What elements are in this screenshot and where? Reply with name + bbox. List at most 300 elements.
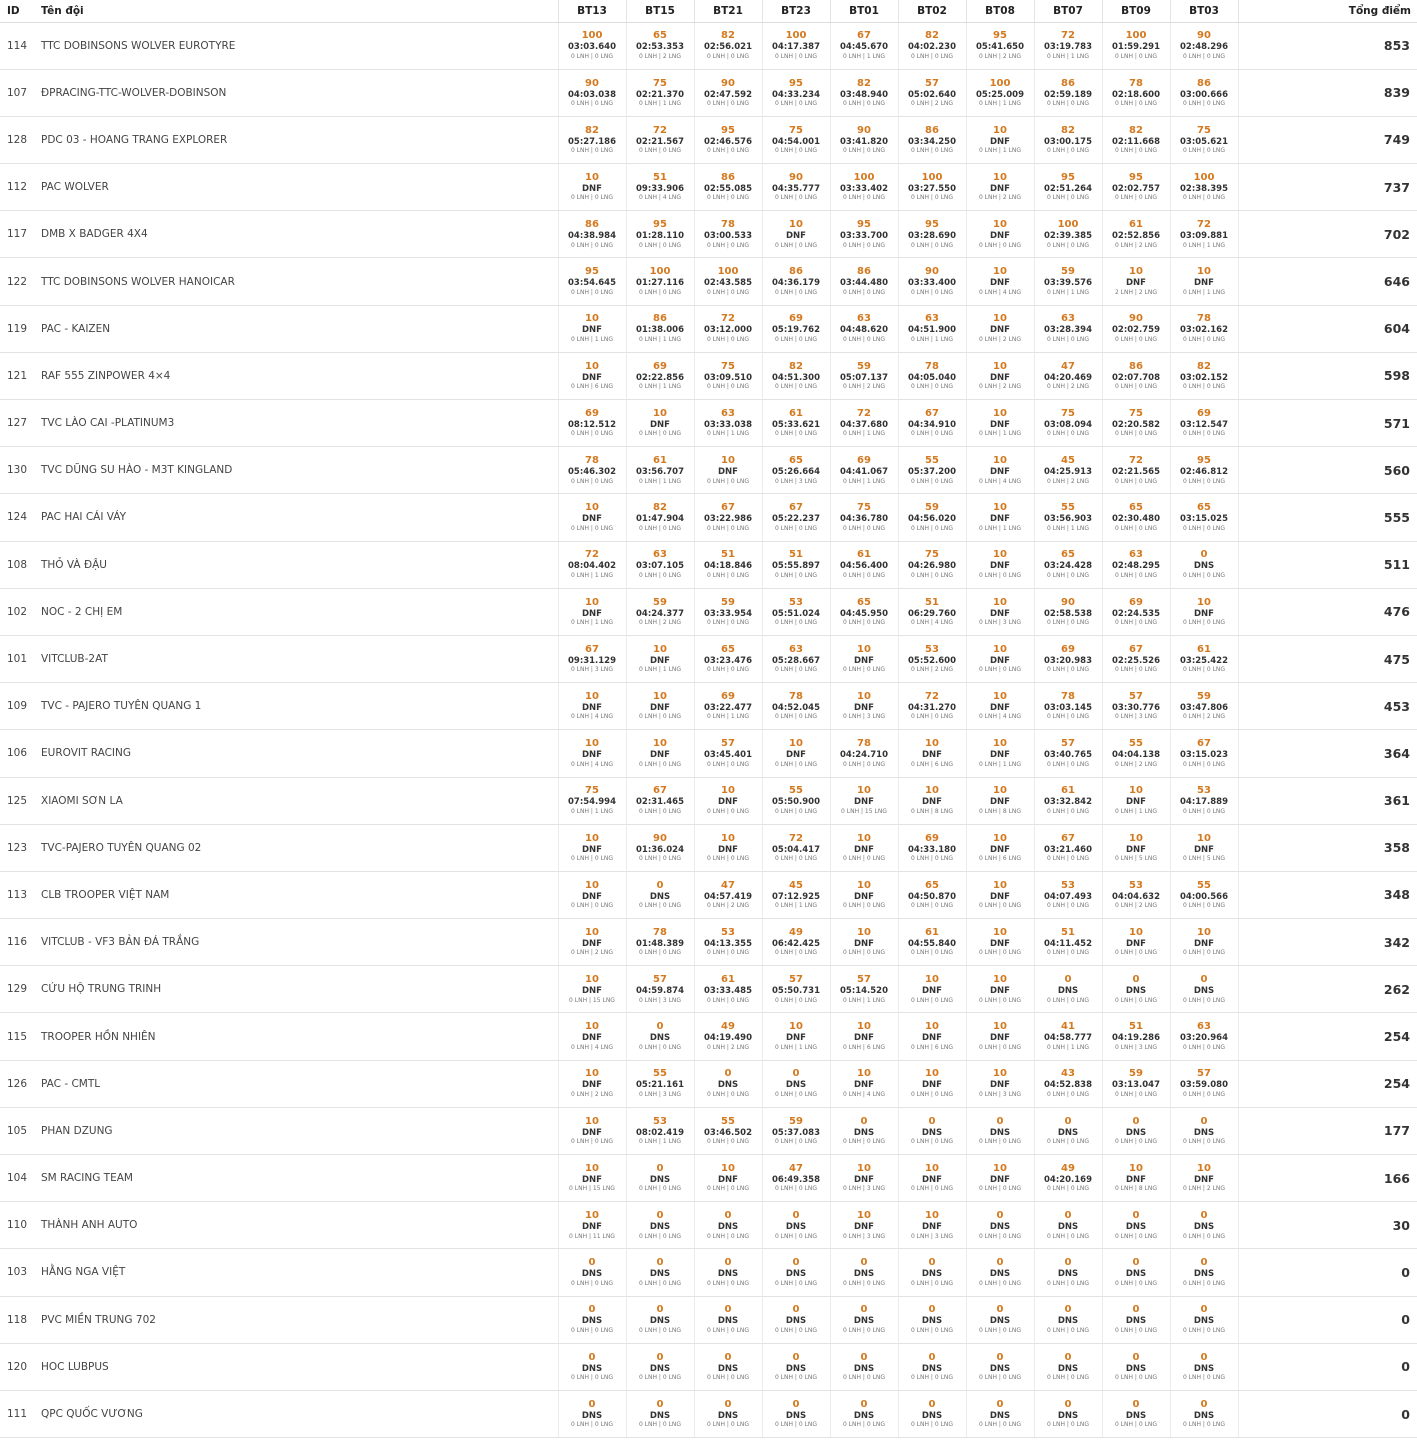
stage-time: DNF bbox=[1194, 1174, 1214, 1185]
stage-time: 03:02.152 bbox=[1179, 372, 1229, 383]
header-stage[interactable]: BT02 bbox=[898, 0, 966, 22]
team-name: PAC WOLVER bbox=[33, 164, 558, 211]
stage-result-cell bbox=[558, 730, 626, 777]
team-name: PHAN DZUNG bbox=[33, 1107, 558, 1154]
stage-time: 03:00.175 bbox=[1043, 136, 1093, 147]
stage-time: DNS bbox=[989, 1127, 1011, 1138]
stage-result-cell bbox=[1034, 69, 1102, 116]
stage-result-cell bbox=[1170, 919, 1238, 966]
header-stage[interactable]: BT09 bbox=[1102, 0, 1170, 22]
stage-penalties: 0 LNH | 0 LNG bbox=[1182, 477, 1226, 485]
stage-time: DNF bbox=[990, 702, 1010, 713]
stage-result-cell bbox=[558, 1013, 626, 1060]
table-row[interactable] bbox=[0, 69, 1417, 116]
table-row[interactable] bbox=[0, 1060, 1417, 1107]
table-row[interactable] bbox=[0, 683, 1417, 730]
table-row[interactable] bbox=[0, 871, 1417, 918]
stage-points: 86 bbox=[1197, 77, 1211, 89]
table-row[interactable] bbox=[0, 211, 1417, 258]
stage-result-cell bbox=[1034, 1390, 1102, 1437]
stage-penalties: 0 LNH | 0 LNG bbox=[1114, 619, 1158, 627]
stage-time: 01:48.389 bbox=[635, 938, 685, 949]
header-team-name[interactable]: Tên đội bbox=[33, 0, 558, 22]
stage-result-cell bbox=[558, 1202, 626, 1249]
stage-time: 04:13.355 bbox=[703, 938, 753, 949]
stage-result-cell bbox=[1102, 777, 1170, 824]
stage-penalties: 0 LNH | 4 LNG bbox=[570, 1043, 614, 1051]
stage-penalties: 0 LNH | 0 LNG bbox=[774, 1326, 818, 1334]
stage-result-cell bbox=[558, 494, 626, 541]
stage-points: 10 bbox=[925, 1021, 939, 1033]
stage-penalties: 0 LNH | 0 LNG bbox=[910, 996, 954, 1004]
stage-penalties: 0 LNH | 0 LNG bbox=[706, 100, 750, 108]
stage-penalties: 0 LNH | 1 LNG bbox=[638, 666, 682, 674]
header-id[interactable]: ID bbox=[0, 0, 33, 22]
stage-penalties: 0 LNH | 0 LNG bbox=[774, 335, 818, 343]
stage-result-cell bbox=[762, 919, 830, 966]
stage-penalties: 0 LNH | 0 LNG bbox=[910, 524, 954, 532]
stage-points: 0 bbox=[1132, 1210, 1140, 1222]
stage-time: DNS bbox=[1125, 1316, 1147, 1327]
table-row[interactable] bbox=[0, 352, 1417, 399]
stage-time: 03:07.105 bbox=[635, 561, 685, 572]
stage-result-cell bbox=[1170, 447, 1238, 494]
stage-result-cell bbox=[694, 1013, 762, 1060]
stage-time: 03:27.550 bbox=[907, 183, 957, 194]
stage-points: 95 bbox=[585, 266, 599, 278]
stage-points: 10 bbox=[993, 1162, 1007, 1174]
stage-penalties: 0 LNH | 1 LNG bbox=[1182, 288, 1226, 296]
header-total-points[interactable]: Tổng điểm bbox=[1238, 0, 1417, 22]
stage-time: 03:41.820 bbox=[839, 136, 889, 147]
stage-points: 0 bbox=[1200, 1257, 1208, 1269]
stage-result-cell bbox=[1034, 352, 1102, 399]
stage-result-cell bbox=[694, 824, 762, 871]
stage-result-cell bbox=[1170, 22, 1238, 69]
table-row[interactable] bbox=[0, 1390, 1417, 1437]
stage-result-cell bbox=[626, 352, 694, 399]
stage-penalties: 0 LNH | 0 LNG bbox=[706, 1421, 750, 1429]
stage-time: 03:34.250 bbox=[907, 136, 957, 147]
team-name: PAC - CMTL bbox=[33, 1060, 558, 1107]
total-points: 604 bbox=[1238, 305, 1417, 352]
stage-penalties: 0 LNH | 0 LNG bbox=[570, 1279, 614, 1287]
stage-time: 02:56.021 bbox=[703, 42, 753, 53]
table-row[interactable] bbox=[0, 1107, 1417, 1154]
stage-points: 59 bbox=[789, 1115, 803, 1127]
stage-points: 78 bbox=[857, 738, 871, 750]
stage-result-cell bbox=[558, 1296, 626, 1343]
stage-time: DNF bbox=[990, 986, 1010, 997]
stage-points: 0 bbox=[656, 879, 664, 891]
stage-time: DNF bbox=[582, 1033, 602, 1044]
table-row[interactable] bbox=[0, 1343, 1417, 1390]
team-id: 107 bbox=[0, 69, 33, 116]
table-row[interactable] bbox=[0, 305, 1417, 352]
stage-result-cell bbox=[966, 494, 1034, 541]
stage-result-cell bbox=[1170, 1296, 1238, 1343]
header-stage[interactable]: BT15 bbox=[626, 0, 694, 22]
stage-time: 04:56.020 bbox=[907, 514, 957, 525]
stage-result-cell bbox=[1034, 1155, 1102, 1202]
stage-result-cell bbox=[1170, 352, 1238, 399]
stage-points: 65 bbox=[1061, 549, 1075, 561]
stage-time: 03:21.460 bbox=[1043, 844, 1093, 855]
stage-result-cell bbox=[762, 683, 830, 730]
stage-penalties: 0 LNH | 0 LNG bbox=[910, 1326, 954, 1334]
stage-result-cell bbox=[626, 494, 694, 541]
stage-result-cell bbox=[626, 541, 694, 588]
stage-result-cell bbox=[898, 588, 966, 635]
stage-points: 69 bbox=[1129, 596, 1143, 608]
stage-result-cell bbox=[626, 1343, 694, 1390]
total-points: 737 bbox=[1238, 164, 1417, 211]
stage-penalties: 0 LNH | 0 LNG bbox=[1114, 666, 1158, 674]
stage-points: 10 bbox=[653, 643, 667, 655]
stage-penalties: 0 LNH | 0 LNG bbox=[706, 1090, 750, 1098]
stage-points: 72 bbox=[1061, 30, 1075, 42]
stage-time: 03:23.476 bbox=[703, 655, 753, 666]
stage-result-cell bbox=[762, 541, 830, 588]
stage-time: DNS bbox=[785, 1410, 807, 1421]
stage-points: 0 bbox=[928, 1115, 936, 1127]
stage-time: 04:59.874 bbox=[635, 986, 685, 997]
stage-result-cell bbox=[966, 164, 1034, 211]
stage-penalties: 0 LNH | 0 LNG bbox=[910, 383, 954, 391]
team-id: 120 bbox=[0, 1343, 33, 1390]
stage-penalties: 0 LNH | 0 LNG bbox=[1182, 524, 1226, 532]
stage-penalties: 0 LNH | 1 LNG bbox=[978, 100, 1022, 108]
stage-points: 65 bbox=[1197, 502, 1211, 514]
table-row[interactable] bbox=[0, 258, 1417, 305]
stage-points: 53 bbox=[653, 1115, 667, 1127]
stage-time: DNS bbox=[853, 1269, 875, 1280]
stage-points: 10 bbox=[857, 1021, 871, 1033]
stage-result-cell bbox=[830, 1249, 898, 1296]
header-stage[interactable]: BT07 bbox=[1034, 0, 1102, 22]
stage-penalties: 0 LNH | 0 LNG bbox=[842, 100, 886, 108]
stage-result-cell bbox=[1034, 400, 1102, 447]
header-stage[interactable]: BT13 bbox=[558, 0, 626, 22]
table-row[interactable] bbox=[0, 400, 1417, 447]
stage-points: 95 bbox=[925, 219, 939, 231]
stage-result-cell bbox=[830, 1202, 898, 1249]
total-points: 560 bbox=[1238, 447, 1417, 494]
stage-points: 0 bbox=[588, 1398, 596, 1410]
stage-penalties: 0 LNH | 3 LNG bbox=[842, 1232, 886, 1240]
stage-points: 51 bbox=[653, 171, 667, 183]
stage-penalties: 0 LNH | 0 LNG bbox=[570, 1374, 614, 1382]
stage-result-cell bbox=[830, 777, 898, 824]
stage-time: DNS bbox=[785, 1269, 807, 1280]
stage-penalties: 0 LNH | 0 LNG bbox=[910, 1090, 954, 1098]
stage-points: 0 bbox=[860, 1304, 868, 1316]
stage-result-cell bbox=[694, 777, 762, 824]
stage-points: 90 bbox=[653, 832, 667, 844]
header-stage[interactable]: BT21 bbox=[694, 0, 762, 22]
stage-penalties: 0 LNH | 0 LNG bbox=[774, 430, 818, 438]
stage-points: 59 bbox=[653, 596, 667, 608]
table-row[interactable] bbox=[0, 588, 1417, 635]
stage-time: 01:38.006 bbox=[635, 325, 685, 336]
stage-points: 0 bbox=[1064, 1304, 1072, 1316]
stage-points: 10 bbox=[585, 502, 599, 514]
stage-time: DNF bbox=[990, 136, 1010, 147]
stage-time: 02:07.708 bbox=[1111, 372, 1161, 383]
stage-result-cell bbox=[830, 683, 898, 730]
stage-penalties: 0 LNH | 0 LNG bbox=[842, 949, 886, 957]
stage-penalties: 0 LNH | 0 LNG bbox=[774, 1279, 818, 1287]
stage-points: 59 bbox=[1061, 266, 1075, 278]
stage-penalties: 0 LNH | 0 LNG bbox=[706, 524, 750, 532]
total-points: 476 bbox=[1238, 588, 1417, 635]
stage-time: DNS bbox=[921, 1127, 943, 1138]
stage-time: 02:02.759 bbox=[1111, 325, 1161, 336]
stage-time: 04:26.980 bbox=[907, 561, 957, 572]
stage-result-cell bbox=[830, 1107, 898, 1154]
stage-result-cell bbox=[762, 447, 830, 494]
stage-time: 02:46.812 bbox=[1179, 467, 1229, 478]
stage-time: DNF bbox=[990, 372, 1010, 383]
stage-penalties: 0 LNH | 0 LNG bbox=[1114, 147, 1158, 155]
table-row[interactable] bbox=[0, 1249, 1417, 1296]
stage-penalties: 0 LNH | 3 LNG bbox=[774, 477, 818, 485]
stage-penalties: 0 LNH | 2 LNG bbox=[1114, 902, 1158, 910]
stage-result-cell bbox=[762, 1013, 830, 1060]
table-row[interactable] bbox=[0, 1202, 1417, 1249]
stage-time: 03:09.510 bbox=[703, 372, 753, 383]
stage-penalties: 0 LNH | 0 LNG bbox=[706, 477, 750, 485]
stage-points: 82 bbox=[925, 30, 939, 42]
stage-points: 59 bbox=[857, 360, 871, 372]
stage-points: 55 bbox=[789, 785, 803, 797]
stage-penalties: 0 LNH | 0 LNG bbox=[1046, 713, 1090, 721]
stage-penalties: 0 LNH | 3 LNG bbox=[842, 713, 886, 721]
header-stage[interactable]: BT08 bbox=[966, 0, 1034, 22]
stage-points: 0 bbox=[1064, 1351, 1072, 1363]
stage-result-cell bbox=[762, 966, 830, 1013]
stage-result-cell bbox=[762, 588, 830, 635]
stage-result-cell bbox=[626, 730, 694, 777]
stage-penalties: 0 LNH | 3 LNG bbox=[570, 666, 614, 674]
stage-result-cell bbox=[830, 494, 898, 541]
stage-penalties: 0 LNH | 0 LNG bbox=[706, 619, 750, 627]
stage-result-cell bbox=[898, 1296, 966, 1343]
stage-penalties: 0 LNH | 0 LNG bbox=[706, 335, 750, 343]
stage-penalties: 0 LNH | 0 LNG bbox=[774, 713, 818, 721]
stage-points: 10 bbox=[789, 738, 803, 750]
stage-time: DNS bbox=[649, 1410, 671, 1421]
table-row[interactable] bbox=[0, 635, 1417, 682]
stage-penalties: 0 LNH | 1 LNG bbox=[638, 383, 682, 391]
stage-time: 04:20.469 bbox=[1043, 372, 1093, 383]
stage-penalties: 0 LNH | 0 LNG bbox=[774, 949, 818, 957]
stage-result-cell bbox=[558, 1343, 626, 1390]
stage-points: 82 bbox=[1197, 360, 1211, 372]
stage-result-cell bbox=[1102, 400, 1170, 447]
table-row[interactable] bbox=[0, 824, 1417, 871]
stage-penalties: 0 LNH | 0 LNG bbox=[842, 902, 886, 910]
stage-result-cell bbox=[830, 588, 898, 635]
stage-result-cell bbox=[966, 305, 1034, 352]
stage-result-cell bbox=[1170, 777, 1238, 824]
table-row[interactable] bbox=[0, 730, 1417, 777]
stage-penalties: 0 LNH | 4 LNG bbox=[638, 194, 682, 202]
stage-penalties: 0 LNH | 4 LNG bbox=[978, 288, 1022, 296]
stage-penalties: 0 LNH | 1 LNG bbox=[978, 147, 1022, 155]
stage-time: 04:04.632 bbox=[1111, 891, 1161, 902]
stage-penalties: 0 LNH | 1 LNG bbox=[706, 713, 750, 721]
stage-points: 10 bbox=[1197, 926, 1211, 938]
stage-points: 0 bbox=[996, 1351, 1004, 1363]
stage-time: DNF bbox=[990, 514, 1010, 525]
stage-time: 04:36.179 bbox=[771, 278, 821, 289]
stage-result-cell bbox=[1170, 400, 1238, 447]
stage-result-cell bbox=[626, 1249, 694, 1296]
table-row[interactable] bbox=[0, 1155, 1417, 1202]
stage-penalties: 0 LNH | 0 LNG bbox=[978, 1138, 1022, 1146]
table-row[interactable] bbox=[0, 1296, 1417, 1343]
stage-points: 63 bbox=[721, 407, 735, 419]
stage-result-cell bbox=[626, 116, 694, 163]
stage-result-cell bbox=[1170, 966, 1238, 1013]
table-row[interactable] bbox=[0, 777, 1417, 824]
stage-result-cell bbox=[558, 683, 626, 730]
stage-time: DNS bbox=[649, 1222, 671, 1233]
stage-result-cell bbox=[1170, 1060, 1238, 1107]
stage-time: DNF bbox=[990, 183, 1010, 194]
stage-time: 01:36.024 bbox=[635, 844, 685, 855]
stage-penalties: 0 LNH | 0 LNG bbox=[638, 1232, 682, 1240]
stage-result-cell bbox=[626, 919, 694, 966]
stage-result-cell bbox=[558, 258, 626, 305]
stage-penalties: 0 LNH | 0 LNG bbox=[978, 1374, 1022, 1382]
table-row[interactable] bbox=[0, 541, 1417, 588]
stage-penalties: 0 LNH | 0 LNG bbox=[842, 1421, 886, 1429]
stage-points: 67 bbox=[789, 502, 803, 514]
stage-penalties: 0 LNH | 0 LNG bbox=[706, 855, 750, 863]
stage-time: 08:02.419 bbox=[635, 1127, 685, 1138]
stage-points: 0 bbox=[724, 1068, 732, 1080]
table-row[interactable] bbox=[0, 164, 1417, 211]
stage-result-cell bbox=[1034, 22, 1102, 69]
stage-time: DNF bbox=[990, 467, 1010, 478]
stage-penalties: 0 LNH | 0 LNG bbox=[774, 524, 818, 532]
stage-penalties: 0 LNH | 8 LNG bbox=[1114, 1185, 1158, 1193]
stage-time: DNS bbox=[581, 1410, 603, 1421]
stage-result-cell bbox=[1034, 1202, 1102, 1249]
stage-result-cell bbox=[1102, 588, 1170, 635]
stage-points: 10 bbox=[993, 171, 1007, 183]
stage-points: 86 bbox=[789, 266, 803, 278]
stage-time: 03:25.422 bbox=[1179, 655, 1229, 666]
team-id: 122 bbox=[0, 258, 33, 305]
stage-result-cell bbox=[830, 164, 898, 211]
stage-result-cell bbox=[966, 588, 1034, 635]
stage-result-cell bbox=[762, 258, 830, 305]
stage-result-cell bbox=[1034, 1013, 1102, 1060]
header-stage[interactable]: BT01 bbox=[830, 0, 898, 22]
stage-time: DNF bbox=[854, 1080, 874, 1091]
stage-result-cell bbox=[830, 541, 898, 588]
stage-result-cell bbox=[1102, 1343, 1170, 1390]
stage-time: DNF bbox=[922, 750, 942, 761]
stage-penalties: 0 LNH | 0 LNG bbox=[1114, 1374, 1158, 1382]
stage-result-cell bbox=[830, 1013, 898, 1060]
stage-result-cell bbox=[1102, 541, 1170, 588]
stage-penalties: 0 LNH | 0 LNG bbox=[978, 996, 1022, 1004]
stage-result-cell bbox=[762, 1202, 830, 1249]
stage-points: 63 bbox=[1129, 549, 1143, 561]
stage-points: 0 bbox=[792, 1210, 800, 1222]
stage-result-cell bbox=[1170, 588, 1238, 635]
header-stage[interactable]: BT23 bbox=[762, 0, 830, 22]
stage-points: 0 bbox=[1200, 1210, 1208, 1222]
stage-result-cell bbox=[1102, 871, 1170, 918]
stage-penalties: 0 LNH | 0 LNG bbox=[1046, 949, 1090, 957]
stage-time: DNF bbox=[990, 325, 1010, 336]
stage-points: 61 bbox=[1129, 219, 1143, 231]
table-row[interactable] bbox=[0, 494, 1417, 541]
stage-time: 02:22.856 bbox=[635, 372, 685, 383]
stage-time: DNF bbox=[582, 608, 602, 619]
stage-points: 95 bbox=[653, 219, 667, 231]
header-stage[interactable]: BT03 bbox=[1170, 0, 1238, 22]
stage-penalties: 0 LNH | 0 LNG bbox=[1114, 383, 1158, 391]
stage-result-cell bbox=[694, 1155, 762, 1202]
stage-result-cell bbox=[830, 211, 898, 258]
stage-time: 05:28.667 bbox=[771, 655, 821, 666]
team-name: RAF 555 ZINPOWER 4×4 bbox=[33, 352, 558, 399]
table-row[interactable] bbox=[0, 1013, 1417, 1060]
stage-result-cell bbox=[1102, 22, 1170, 69]
table-row[interactable] bbox=[0, 447, 1417, 494]
stage-time: DNF bbox=[786, 231, 806, 242]
stage-penalties: 0 LNH | 0 LNG bbox=[774, 383, 818, 391]
team-name: PAC HAI CÁI VÁY bbox=[33, 494, 558, 541]
table-row[interactable] bbox=[0, 116, 1417, 163]
stage-result-cell bbox=[558, 305, 626, 352]
stage-penalties: 0 LNH | 4 LNG bbox=[910, 619, 954, 627]
team-id: 109 bbox=[0, 683, 33, 730]
stage-time: 04:52.045 bbox=[771, 702, 821, 713]
stage-time: DNS bbox=[1193, 1410, 1215, 1421]
stage-penalties: 0 LNH | 1 LNG bbox=[1046, 524, 1090, 532]
stage-penalties: 0 LNH | 5 LNG bbox=[1114, 855, 1158, 863]
stage-result-cell bbox=[626, 635, 694, 682]
stage-result-cell bbox=[1034, 1107, 1102, 1154]
stage-time: DNF bbox=[990, 891, 1010, 902]
stage-result-cell bbox=[1034, 116, 1102, 163]
stage-time: DNS bbox=[1057, 1363, 1079, 1374]
stage-points: 10 bbox=[1197, 266, 1211, 278]
stage-time: DNF bbox=[922, 1174, 942, 1185]
stage-points: 0 bbox=[1132, 1398, 1140, 1410]
stage-time: DNS bbox=[1125, 986, 1147, 997]
stage-result-cell bbox=[966, 1155, 1034, 1202]
stage-time: 04:05.040 bbox=[907, 372, 957, 383]
stage-time: DNF bbox=[582, 1222, 602, 1233]
table-row[interactable] bbox=[0, 919, 1417, 966]
stage-result-cell bbox=[966, 1060, 1034, 1107]
stage-points: 63 bbox=[925, 313, 939, 325]
stage-points: 10 bbox=[993, 502, 1007, 514]
stage-penalties: 0 LNH | 0 LNG bbox=[978, 1185, 1022, 1193]
stage-result-cell bbox=[558, 777, 626, 824]
table-row[interactable] bbox=[0, 966, 1417, 1013]
table-row[interactable] bbox=[0, 22, 1417, 69]
stage-points: 10 bbox=[857, 643, 871, 655]
